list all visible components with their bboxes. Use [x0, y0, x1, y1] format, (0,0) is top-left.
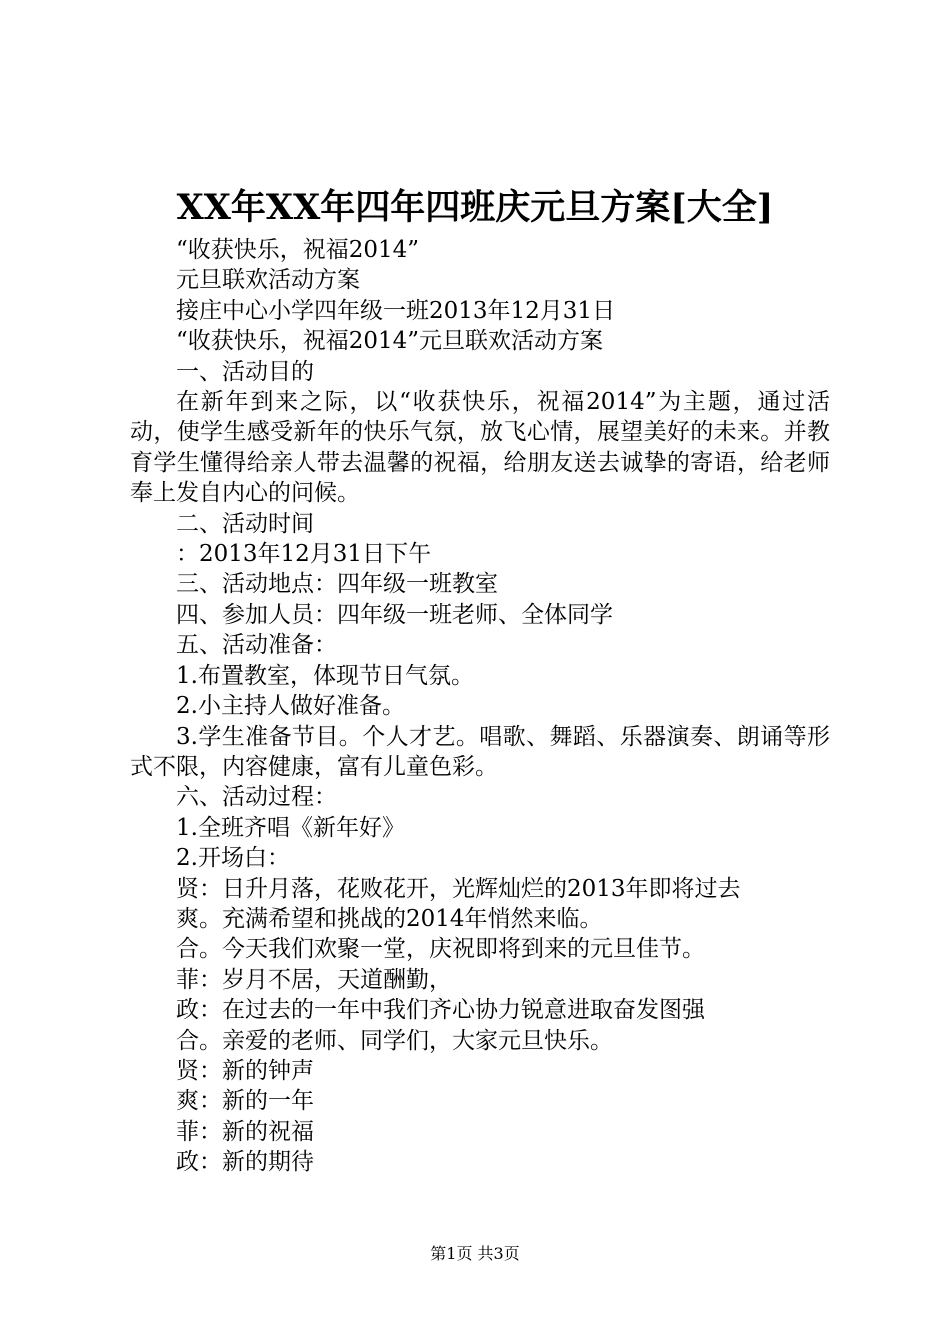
page-number: 第1页 共3页: [430, 1244, 520, 1263]
dialogue-line: 贤：日升月落，花败花开，光辉灿烂的2013年即将过去: [176, 875, 741, 902]
section-heading: 五、活动准备：: [176, 632, 337, 659]
section-heading: 三、活动地点：四年级一班教室: [176, 571, 498, 598]
list-item: 1.全班齐唱《新年好》: [176, 814, 405, 841]
dialogue-line: 爽。充满希望和挑战的2014年悄然来临。: [176, 905, 603, 932]
text-line: “收获快乐，祝福2014”: [176, 237, 420, 263]
dialogue-line: 政：新的期待: [176, 1149, 314, 1176]
section-heading: 四、参加人员：四年级一班老师、全体同学: [176, 601, 613, 628]
dialogue-line: 菲：岁月不居，天道酬勤，: [176, 966, 452, 993]
text-line: 接庄中心小学四年级一班2013年12月31日: [176, 297, 616, 324]
dialogue-line: 合。今天我们欢聚一堂，庆祝即将到来的元旦佳节。: [176, 936, 705, 963]
document-body: [130, 235, 830, 1178]
text-line: “收获快乐，祝福2014”元旦联欢活动方案: [176, 328, 604, 355]
paragraph: 在新年到来之际，以“收获快乐，祝福2014”为主题，通过活动，使学生感受新年的快乐气氛，放飞心情，展望美好的未来。并教育学生懂得给亲人带去温馨的祝福，给朋友送去诚挚的寄语，给老师奉上发自内心的问候。: [130, 389, 830, 507]
dialogue-line: 贤：新的钟声: [176, 1057, 314, 1084]
text-line: ：2013年12月31日下午: [176, 541, 432, 568]
section-heading: 六、活动过程：: [176, 784, 337, 811]
paragraph: 3.学生准备节目。个人才艺。唱歌、舞蹈、乐器演奏、朗诵等形式不限，内容健康，富有儿童色彩。: [130, 723, 830, 780]
section-heading: 一、活动目的: [176, 358, 314, 385]
document-title: XX年XX年四年四班庆元旦方案[大全]: [176, 187, 774, 228]
dialogue-line: 菲：新的祝福: [176, 1118, 314, 1145]
dialogue-line: 合。亲爱的老师、同学们，大家元旦快乐。: [176, 1027, 613, 1054]
list-item: 2.开场白：: [176, 845, 290, 872]
dialogue-line: 爽：新的一年: [176, 1088, 314, 1115]
list-item: 2.小主持人做好准备。: [176, 693, 405, 720]
section-heading: 二、活动时间: [176, 510, 314, 537]
dialogue-line: 政：在过去的一年中我们齐心协力锐意进取奋发图强: [176, 997, 705, 1024]
list-item: 1.布置教室，体现节日气氛。: [176, 662, 474, 689]
text-line: 元旦联欢活动方案: [176, 267, 360, 294]
